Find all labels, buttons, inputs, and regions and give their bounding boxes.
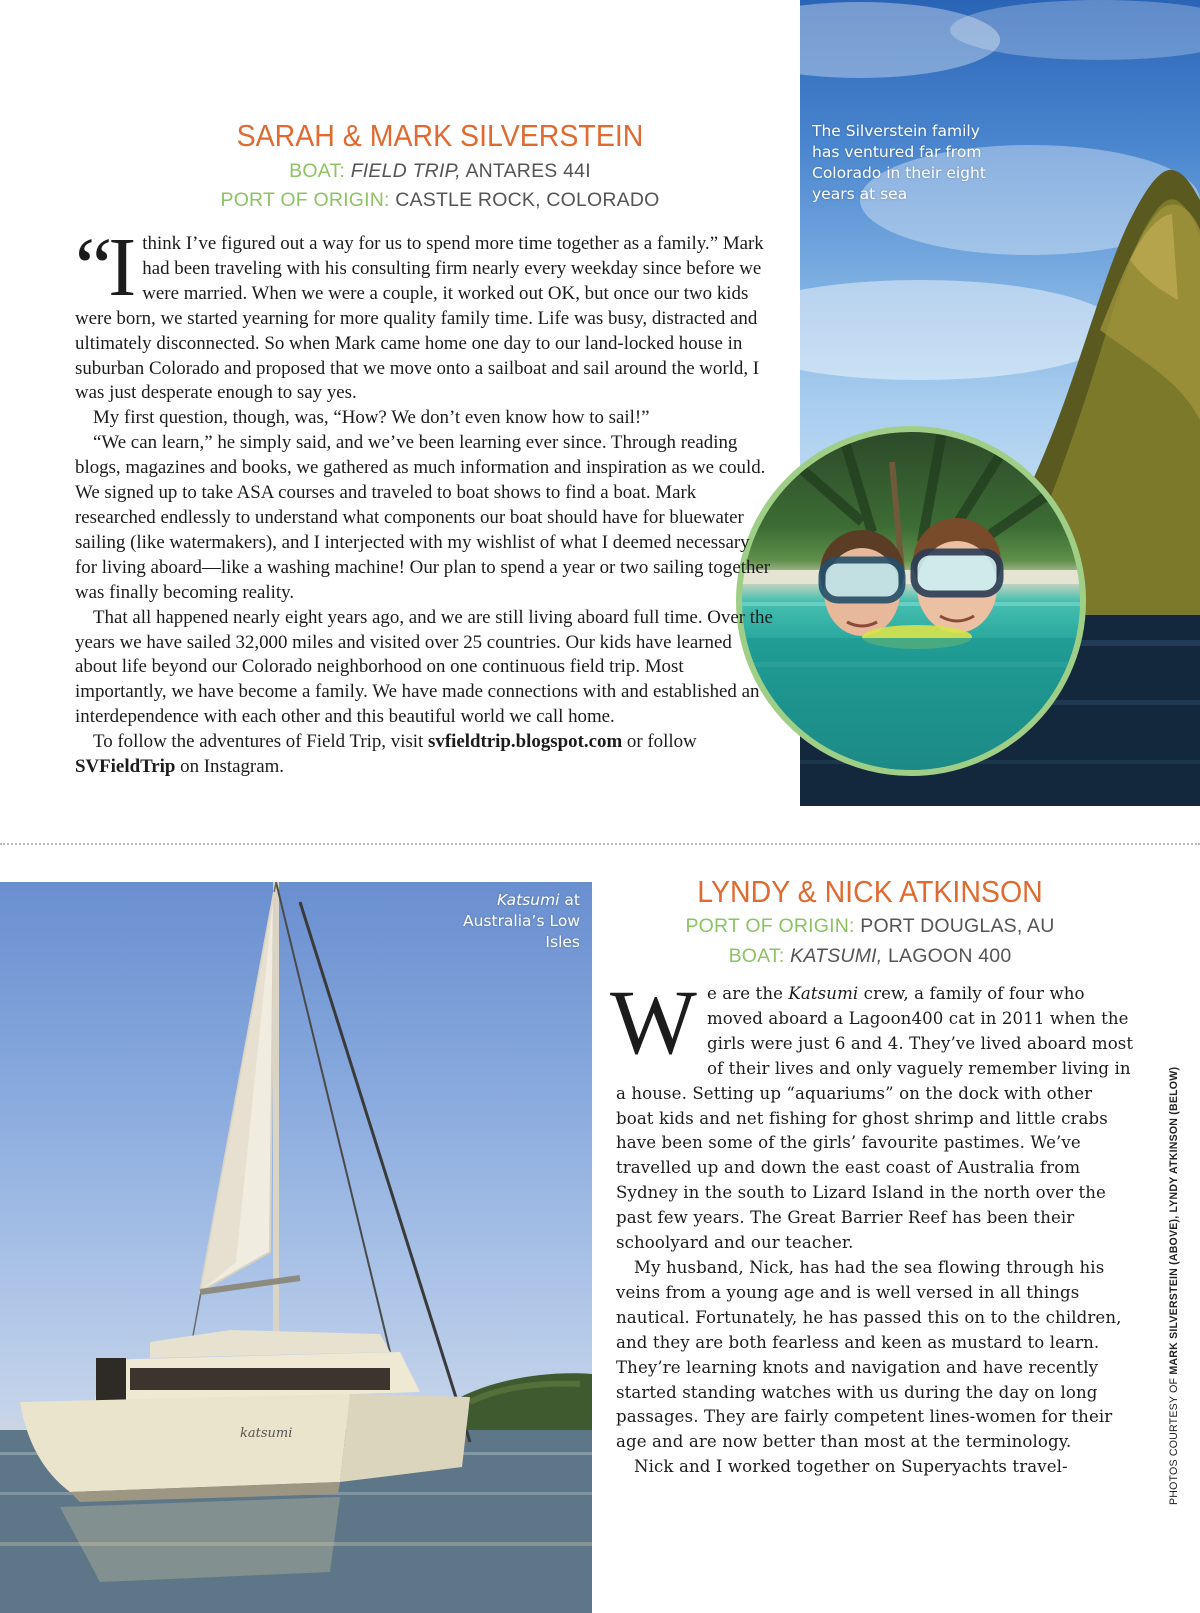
article2-paragraph-1-text-a: e are the [706,984,789,1003]
article1-paragraph-2: My first question, though, was, “How? We don’t even know how to sail!” [93,407,650,429]
drop-cap-quote: “ [75,221,109,314]
catamaran-scene [0,882,592,1613]
follow-text: To follow the adventures of Field Trip, visit [93,731,429,753]
caption-boat-name: Katsumi [496,891,560,909]
kids-snorkel-scene [742,432,1080,770]
caption-location: at Australia’s Low Isles [462,891,580,951]
drop-cap [75,221,133,314]
origin-value: PORT DOUGLAS, AU [860,915,1055,937]
section-divider [0,843,1200,845]
article1-paragraph-1-text: think I’ve figured out a way for us to spend more time together as a family.” Mark had been traveling with his consulting firm nearly every weekday since before we were married. When we were a couple, it worked out OK, but once our two kids were born, we started yearning for more quality family time. Life was busy, distracted and ultimately disconnected. So when Mark came home one day to our land-locked house in suburban Colorado and proposed that we move onto a sailboat and sail around the world, I was just desperate enough to say yes. [75,233,764,404]
boat-model: ANTARES 44I [465,160,591,182]
article1-paragraph-5 [75,730,775,780]
boat-name: FIELD TRIP, [350,160,461,182]
credit-prefix: PHOTOS COURTESY OF [1168,1374,1180,1505]
instagram-handle[interactable]: SVFieldTrip [75,756,176,778]
boat-label: BOAT: [289,160,346,182]
article1-origin-line [140,189,740,212]
kids-snorkel-photo [736,426,1086,776]
article2-boat-line [600,945,1140,968]
article1-paragraph-4: That all happened nearly eight years ago, and we are still living aboard full time. Over the years we have sailed 32,000 miles and visited over 25 countries. Our kids have learned about life beyond our Colorado neighborhood on one continuous field trip. Most importantly, we have become a family. We have made connections with and established an interdependence with each other and this beautiful world we call home. [75,606,773,728]
article2-body [610,971,1134,1480]
article1-boat-line [140,160,740,183]
boat-name-inline: Katsumi [788,984,859,1003]
article2-paragraph-2: My husband, Nick, has had the sea flowing through his veins from a young age and is well versed in all things nautical. Fortunately, he has passed this on to the children, and they are both fearless and keen as mustard to learn. They’re learning knots and navigation and have recently started standing watches with us during the day on long passages. They are fairly competent lines-women for their age and are now better than most at the terminology. [616,1257,1122,1452]
drop-cap: W [610,971,697,1073]
article1-body [75,221,775,780]
boat-name: KATSUMI, [790,945,883,967]
bottom-photo-caption [460,890,580,953]
article2-origin-line [600,915,1140,938]
drop-cap-letter: I [108,221,133,314]
catamaran-photo [0,882,592,1613]
credit-names: MARK SILVERSTEIN (ABOVE), LYNDY ATKINSON (BELOW) [1168,1066,1180,1375]
article1-paragraph-3: “We can learn,” he simply said, and we’ve been learning ever since. Through reading blogs, magazines and books, we gathered as much information and inspiration as we could. We signed up to take ASA courses and traveled to boat shows to find a boat. Mark researched endlessly to understand what components our boat should have for bluewater sailing (like watermakers), and I interjected with my wishlist of what I deemed necessary for living aboard—like a washing machine! Our plan to spend a year or two sailing together was finally becoming reality. [75,432,771,603]
article2-heading: LYNDY & NICK ATKINSON [697,874,1043,909]
hull-name: katsumi [240,1426,293,1441]
boat-label: BOAT: [728,945,785,967]
article2-paragraph-1-text-b: crew, a family of four who moved aboard a Lagoon400 cat in 2011 when the girls were just 6 and 4. They’ve lived aboard most of their lives and only vaguely remember living in a house. Setting up “aquariums” on the dock with other boat kids and net fishing for ghost shrimp and little crabs have been some of the girls’ favourite pastimes. We’ve travelled up and down the east coast of Australia from Sydney in the south to Lizard Island in the north over the past few years. The Great Barrier Reef has been their schoolyard and our teacher. [616,984,1134,1253]
article1-paragraph-1 [75,221,775,406]
article2-paragraph-1 [610,971,1134,1256]
top-photo-caption: The Silverstein family has ventured far from Colorado in their eight years at sea [812,122,986,203]
origin-label: PORT OF ORIGIN: [685,915,855,937]
follow-text-end: on Instagram. [175,756,285,778]
article1-heading: SARAH & MARK SILVERSTEIN [236,118,644,153]
boat-model: LAGOON 400 [888,945,1012,967]
origin-label: PORT OF ORIGIN: [220,189,390,211]
follow-text-mid: or follow [622,731,697,753]
blog-link[interactable]: svfieldtrip.blogspot.com [428,731,623,753]
photo-credit [1168,1067,1180,1505]
article2-paragraph-3: Nick and I worked together on Superyachts travel- [634,1457,1068,1477]
origin-value: CASTLE ROCK, COLORADO [395,189,660,211]
